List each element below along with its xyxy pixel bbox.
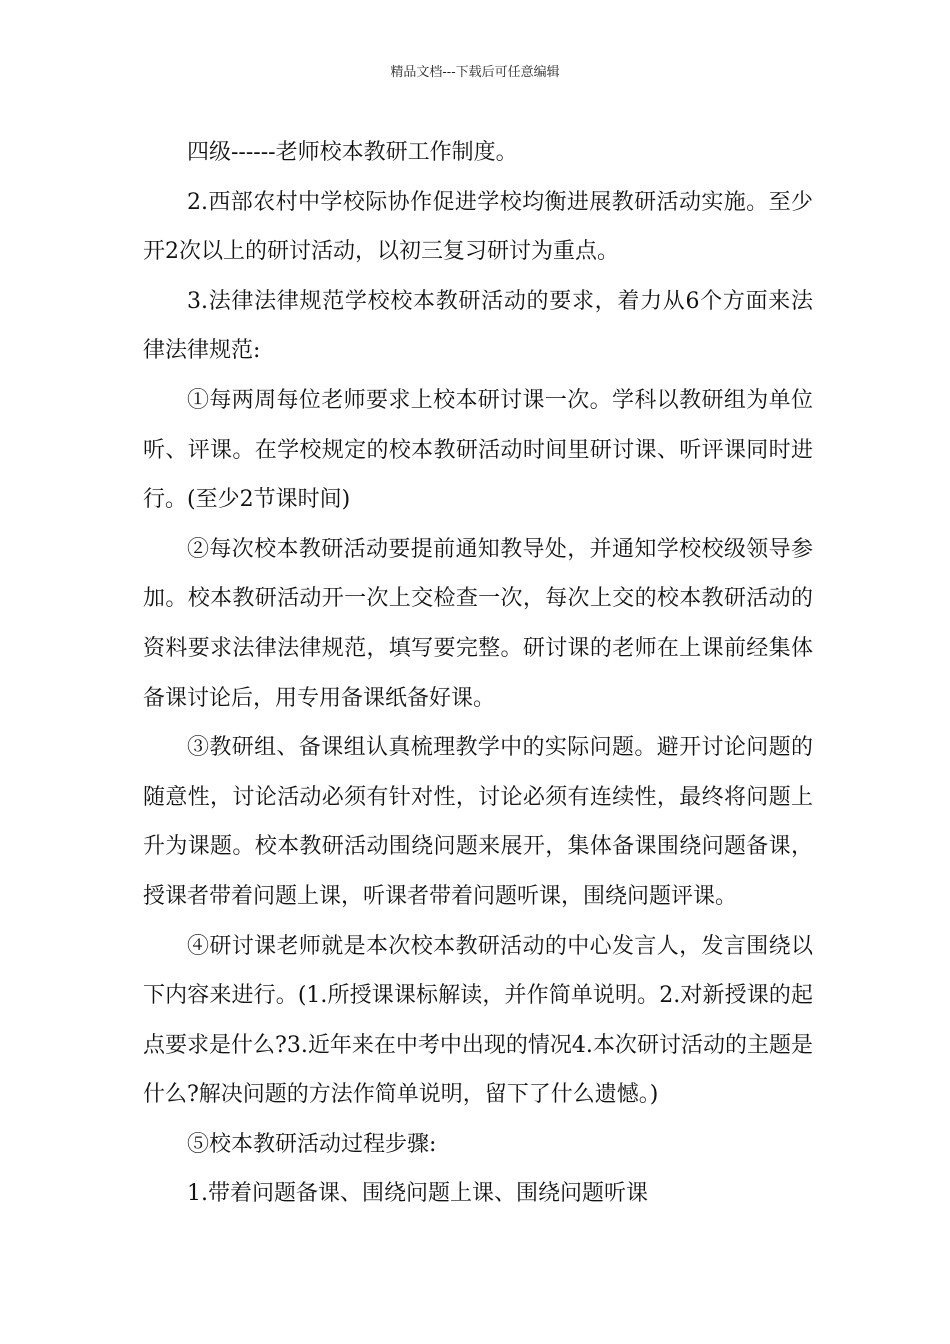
paragraph-item-3: 3.法律法律规范学校校本教研活动的要求，着力从6个方面来法律法律规范: xyxy=(143,288,813,364)
paragraph-sub-5: ⑤校本教研活动过程步骤: xyxy=(187,1131,437,1157)
paragraph-sub-2: ②每次校本教研活动要提前通知教导处，并通知学校校级领导参加。校本教研活动开一次上交检查一次，每次上交的校本教研活动的资料要求法律法律规范，填写要完整。研讨课的老师在上课前经集体备课讨论后，用专用备课纸备好课。 xyxy=(143,536,813,711)
paragraph-sub-3: ③教研组、备课组认真梳理教学中的实际问题。避开讨论问题的随意性，讨论活动必须有针对性，讨论必须有连续性，最终将问题上升为课题。校本教研活动围绕问题来展开，集体备课围绕问题备课，授课者带着问题上课，听课者带着问题听课，围绕问题评课。 xyxy=(143,735,813,909)
paragraph-item-2: 2.西部农村中学校际协作促进学校均衡进展教研活动实施。至少开2次以上的研讨活动，以初三复习研讨为重点。 xyxy=(143,189,813,265)
paragraph-step-1: 1.带着问题备课、围绕问题上课、围绕问题听课 xyxy=(187,1181,648,1207)
document-body xyxy=(143,128,813,1219)
paragraph-level-four: 四级------老师校本教研工作制度。 xyxy=(187,140,518,165)
paragraph-sub-1: ①每两周每位老师要求上校本研讨课一次。学科以教研组为单位听、评课。在学校规定的校本教研活动时间里研讨课、听评课同时进行。(至少2节课时间) xyxy=(143,387,813,513)
page-header: 精品文档---下载后可任意编辑 xyxy=(390,65,560,80)
paragraph-sub-4: ④研讨课老师就是本次校本教研活动的中心发言人，发言围绕以下内容来进行。(1.所授课课标解读，并作简单说明。2.对新授课的起点要求是什么?3.近年来在中考中出现的情况4.本次研讨活动的主题是什么?解决问题的方法作简单说明，留下了什么遗憾。) xyxy=(143,933,813,1108)
